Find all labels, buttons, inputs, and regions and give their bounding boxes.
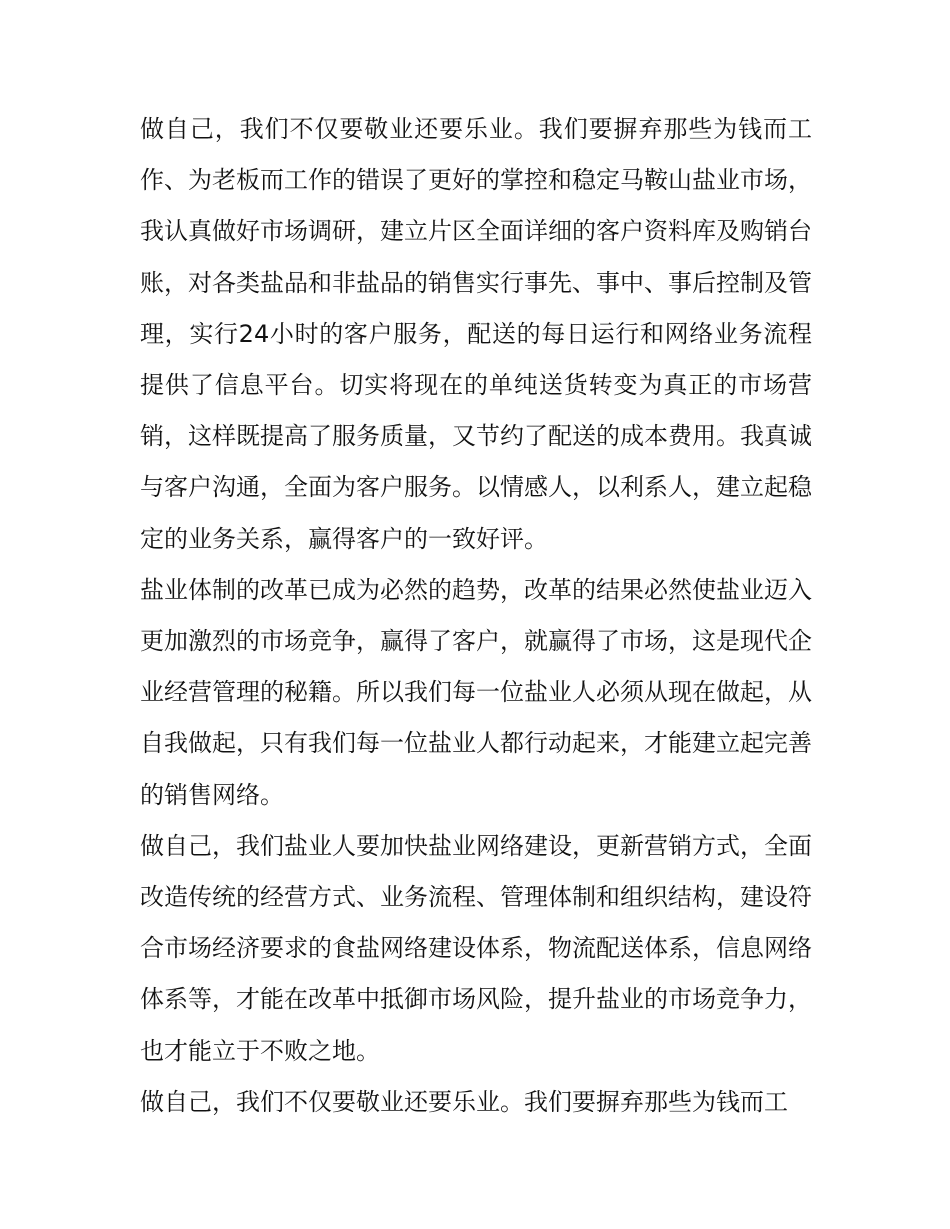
paragraph-2: 盐业体制的改革已成为必然的趋势，改革的结果必然使盐业迈入更加激烈的市场竞争，赢得了客户，就赢得了市场，这是现代企业经营管理的秘籍。所以我们每一位盐业人必须从现在做起，从自我做起，只有我们每一位盐业人都行动起来，才能建立起完善的销售网络。	[140, 575, 812, 809]
paragraph-1: 做自己，我们不仅要敬业还要乐业。我们要摒弃那些为钱而工作、为老板而工作的错误了更好的掌控和稳定马鞍山盐业市场，我认真做好市场调研，建立片区全面详细的客户资料库及购销台账，对各类盐品和非盐品的销售实行事先、事中、事后控制及管理，实行24小时的客户服务，配送的每日运行和网络业务流程提供了信息平台。切实将现在的单纯送货转变为真正的市场营销，这样既提高了服务质量，又节约了配送的成本费用。我真诚与客户沟通，全面为客户服务。以情感人，以利系人，建立起稳定的业务关系，赢得客户的一致好评。	[140, 115, 812, 553]
document-body	[140, 104, 812, 1128]
paragraph-3: 做自己，我们盐业人要加快盐业网络建设，更新营销方式，全面改造传统的经营方式、业务流程、管理体制和组织结构，建设符合市场经济要求的食盐网络建设体系，物流配送体系，信息网络体系等，才能在改革中抵御市场风险，提升盐业的市场竞争力，也才能立于不败之地。	[140, 831, 812, 1065]
paragraph-4: 做自己，我们不仅要敬业还要乐业。我们要摒弃那些为钱而工	[140, 1087, 788, 1116]
